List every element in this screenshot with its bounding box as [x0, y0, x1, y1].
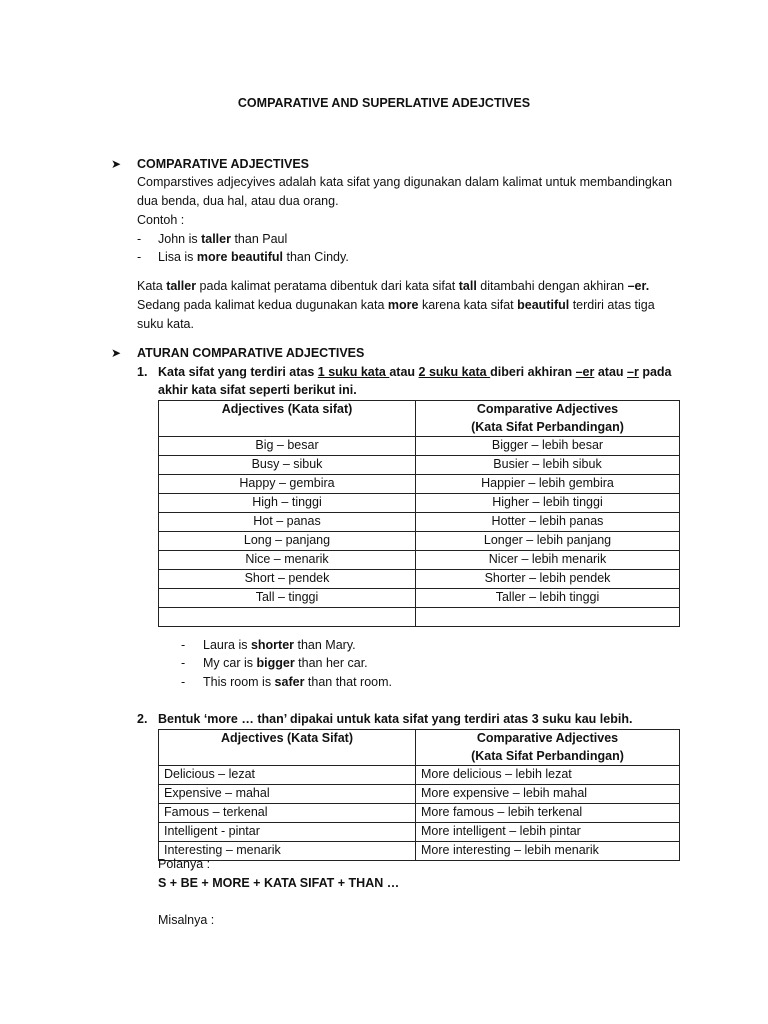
table-row	[159, 456, 680, 475]
rule-2-text: Bentuk ‘more … than’ dipakai untuk kata sifat yang terdiri atas 3 suku kau lebih.	[158, 712, 633, 726]
adjective-cell: Expensive – mahal	[159, 785, 416, 804]
arrow-bullet-icon: ➤	[111, 346, 122, 360]
table-body	[159, 766, 680, 861]
table-row	[159, 494, 680, 513]
table-row-empty	[159, 608, 680, 627]
table-row	[159, 842, 680, 861]
adjective-cell: Short – pendek	[159, 570, 416, 589]
adjective-cell: Interesting – menarik	[159, 842, 416, 861]
rule-number: 2.	[137, 712, 148, 726]
section-heading-comparative: COMPARATIVE ADJECTIVES	[137, 157, 310, 171]
dash-bullet: -	[181, 656, 186, 670]
adjective-cell: Happy – gembira	[159, 475, 416, 494]
adjective-cell: High – tinggi	[159, 494, 416, 513]
table-row	[159, 437, 680, 456]
adjective-cell: Intelligent - pintar	[159, 823, 416, 842]
section-heading-rules: ATURAN COMPARATIVE ADJECTIVES	[137, 346, 365, 360]
rule-number: 1.	[137, 365, 148, 379]
explanation-line-2: Sedang pada kalimat kedua dugunakan kata more karena kata sifat beautiful terdiri atas tiga	[137, 298, 655, 312]
adjective-cell: Nice – menarik	[159, 551, 416, 570]
table-header-cell: Comparative Adjectives (Kata Sifat Perbandingan)	[416, 730, 680, 766]
dash-bullet: -	[181, 675, 186, 689]
definition-line-2: dua benda, dua hal, atau dua orang.	[137, 194, 339, 208]
adjective-cell: Hot – panas	[159, 513, 416, 532]
table-row	[159, 475, 680, 494]
adjective-cell: Long – panjang	[159, 532, 416, 551]
table-row	[159, 532, 680, 551]
adjective-cell: Delicious – lezat	[159, 766, 416, 785]
comparative-cell: Longer – lebih panjang	[416, 532, 680, 551]
dash-bullet: -	[181, 638, 186, 652]
comparative-cell: Busier – lebih sibuk	[416, 456, 680, 475]
comparative-cell: Higher – lebih tinggi	[416, 494, 680, 513]
table-row	[159, 589, 680, 608]
comparative-cell: Taller – lebih tinggi	[416, 589, 680, 608]
adjective-cell: Famous – terkenal	[159, 804, 416, 823]
table-row	[159, 823, 680, 842]
explanation-line-3: suku kata.	[137, 317, 194, 331]
comparative-table-1	[158, 400, 680, 627]
adjective-cell: Big – besar	[159, 437, 416, 456]
table-header-cell: Adjectives (Kata Sifat)	[159, 730, 416, 766]
contoh-label: Contoh :	[137, 213, 185, 227]
formula: S + BE + MORE + KATA SIFAT + THAN …	[158, 876, 400, 890]
comparative-cell: More expensive – lebih mahal	[416, 785, 680, 804]
table-header-row	[159, 730, 680, 766]
comparative-cell: More interesting – lebih menarik	[416, 842, 680, 861]
table-row	[159, 785, 680, 804]
comparative-cell: More delicious – lebih lezat	[416, 766, 680, 785]
example-sentence: This room is safer than that room.	[203, 675, 392, 689]
example-sentence: My car is bigger than her car.	[203, 656, 368, 670]
table-body	[159, 437, 680, 608]
polanya-label: Polanya :	[158, 857, 211, 871]
rule-1-line-2: akhir kata sifat seperti berikut ini.	[158, 383, 357, 397]
comparative-cell: Happier – lebih gembira	[416, 475, 680, 494]
adjective-cell: Busy – sibuk	[159, 456, 416, 475]
table-row	[159, 804, 680, 823]
table-header-cell: Comparative Adjectives (Kata Sifat Perbandingan)	[416, 401, 680, 437]
adjective-cell: Tall – tinggi	[159, 589, 416, 608]
rule-1-line-1: Kata sifat yang terdiri atas 1 suku kata atau 2 suku kata diberi akhiran –er atau –r pada	[158, 365, 672, 379]
dash-bullet: -	[137, 232, 142, 246]
table-header-cell: Adjectives (Kata sifat)	[159, 401, 416, 437]
comparative-table-2	[158, 729, 680, 861]
definition-line-1: Comparstives adjecyives adalah kata sifat yang digunakan dalam kalimat untuk membandingkan	[137, 175, 673, 189]
comparative-cell: More famous – lebih terkenal	[416, 804, 680, 823]
table-row	[159, 513, 680, 532]
misalnya-label: Misalnya :	[158, 913, 215, 927]
comparative-cell: Hotter – lebih panas	[416, 513, 680, 532]
example-sentence: Laura is shorter than Mary.	[203, 638, 356, 652]
page-title: COMPARATIVE AND SUPERLATIVE ADEJCTIVES	[237, 96, 531, 110]
comparative-cell: Bigger – lebih besar	[416, 437, 680, 456]
example-sentence: John is taller than Paul	[158, 232, 288, 246]
dash-bullet: -	[137, 250, 142, 264]
table-header-row	[159, 401, 680, 437]
example-sentence: Lisa is more beautiful than Cindy.	[158, 250, 349, 264]
comparative-cell: Shorter – lebih pendek	[416, 570, 680, 589]
comparative-cell: More intelligent – lebih pintar	[416, 823, 680, 842]
explanation-line-1: Kata taller pada kalimat peratama dibentuk dari kata sifat tall ditambahi dengan akhiran –er.	[137, 279, 650, 293]
table-row	[159, 551, 680, 570]
arrow-bullet-icon: ➤	[111, 157, 122, 171]
comparative-cell: Nicer – lebih menarik	[416, 551, 680, 570]
table-row	[159, 570, 680, 589]
table-row	[159, 766, 680, 785]
